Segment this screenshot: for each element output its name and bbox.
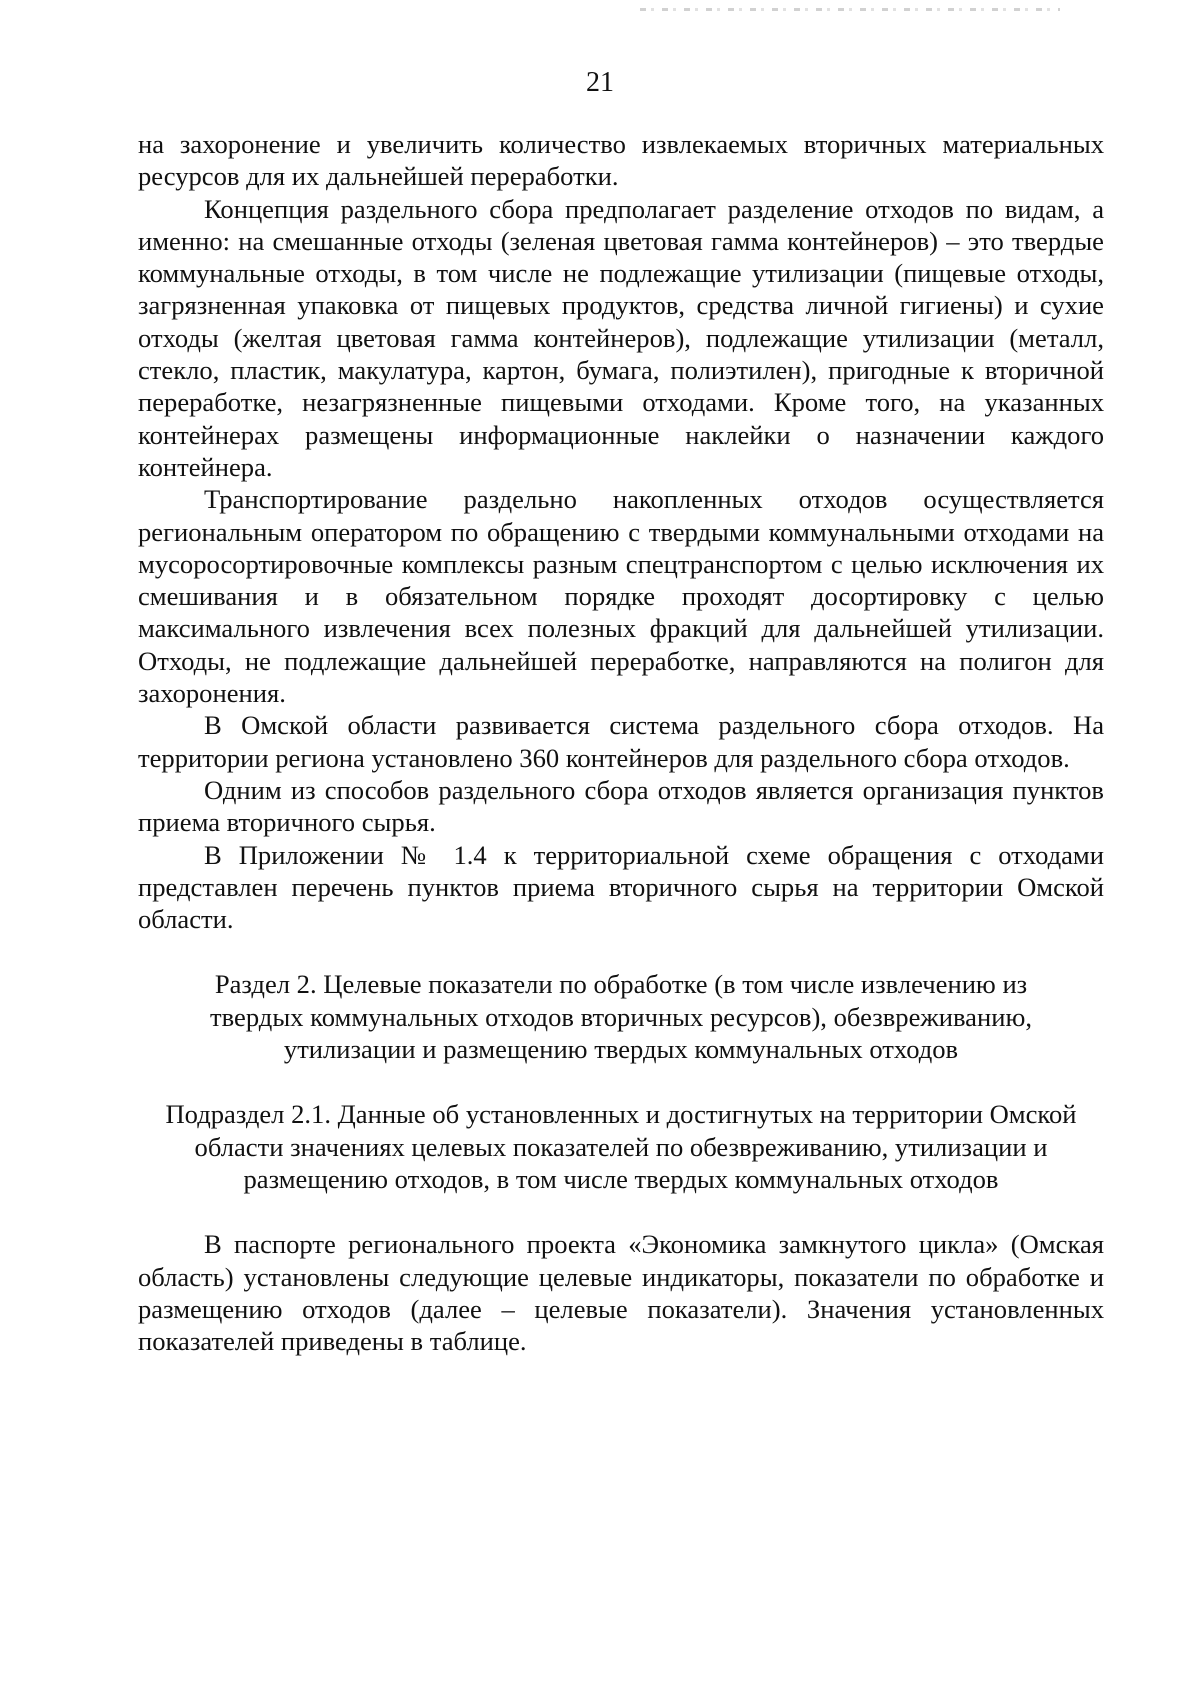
paragraph-collection-points: Одним из способов раздельного сбора отходов является организация пунктов приема вторичного сырья. (138, 774, 1104, 838)
scan-edge-artifact (640, 8, 1060, 11)
section-heading (138, 968, 1104, 1065)
section-heading-line-2: твердых коммунальных отходов вторичных ресурсов), обезвреживанию, (210, 1001, 1032, 1032)
paragraph-collection-concept: Концепция раздельного сбора предполагает разделение отходов по видам, а именно: на смешанные отходы (зеленая цветовая гамма контейнеров) – это твердые коммунальные отходы, в том числе не подлежащие утилизации (пищевые отходы, загрязненная упаковка от пищевых продуктов, средства личной гигиены) и сухие отходы (желтая цветовая гамма контейнеров), подлежащие утилизации (металл, стекло, пластик, макулатура, картон, бумага, полиэтилен), пригодные к вторичной переработке, незагрязненные пищевыми отходами. Кроме того, на указанных контейнерах размещены информационные наклейки о назначении каждого контейнера. (138, 193, 1104, 482)
paragraph-transportation: Транспортирование раздельно накопленных отходов осуществляется региональным оператором по обращению с твердыми коммунальными отходами на мусоросортировочные комплексы разным спецтранспортом с целью исключения их смешивания и в обязательном порядке проходят досортировку с целью максимального извлечения всех полезных фракций для дальнейшей утилизации. Отходы, не подлежащие дальнейшей переработке, направляются на полигон для захоронения. (138, 484, 1104, 709)
subsection-heading (138, 1098, 1104, 1195)
subsection-heading-line-1: Подраздел 2.1. Данные об установленных и достигнутых на территории Омской (165, 1099, 1077, 1130)
paragraph-appendix-reference: В Приложении № 1.4 к территориальной схеме обращения с отходами представлен перечень пунктов приема вторичного сырья на территории Омской области. (138, 839, 1104, 935)
subsection-heading-line-3: размещению отходов, в том числе твердых коммунальных отходов (243, 1163, 999, 1194)
paragraph-regional-project: В паспорте регионального проекта «Экономика замкнутого цикла» (Омская область) установлены следующие целевые индикаторы, показатели по обработке и размещению отходов (далее – целевые показатели). Значения установленных показателей приведены в таблице. (138, 1229, 1104, 1357)
paragraph-omsk-system: В Омской области развивается система раздельного сбора отходов. На территории региона установлено 360 контейнеров для раздельного сбора отходов. (138, 710, 1104, 773)
section-heading-line-3: утилизации и размещению твердых коммунальных отходов (283, 1034, 959, 1065)
section-heading-line-1: Раздел 2. Целевые показатели по обработке (в том числе извлечению из (214, 969, 1028, 1000)
page-number: 21 (586, 67, 614, 98)
document-body (138, 128, 1104, 1357)
subsection-heading-line-2: области значениях целевых показателей по обезвреживанию, утилизации и (194, 1131, 1048, 1162)
paragraph-continuation: на захоронение и увеличить количество извлекаемых вторичных материальных ресурсов для их дальнейшей переработки. (138, 129, 1104, 192)
